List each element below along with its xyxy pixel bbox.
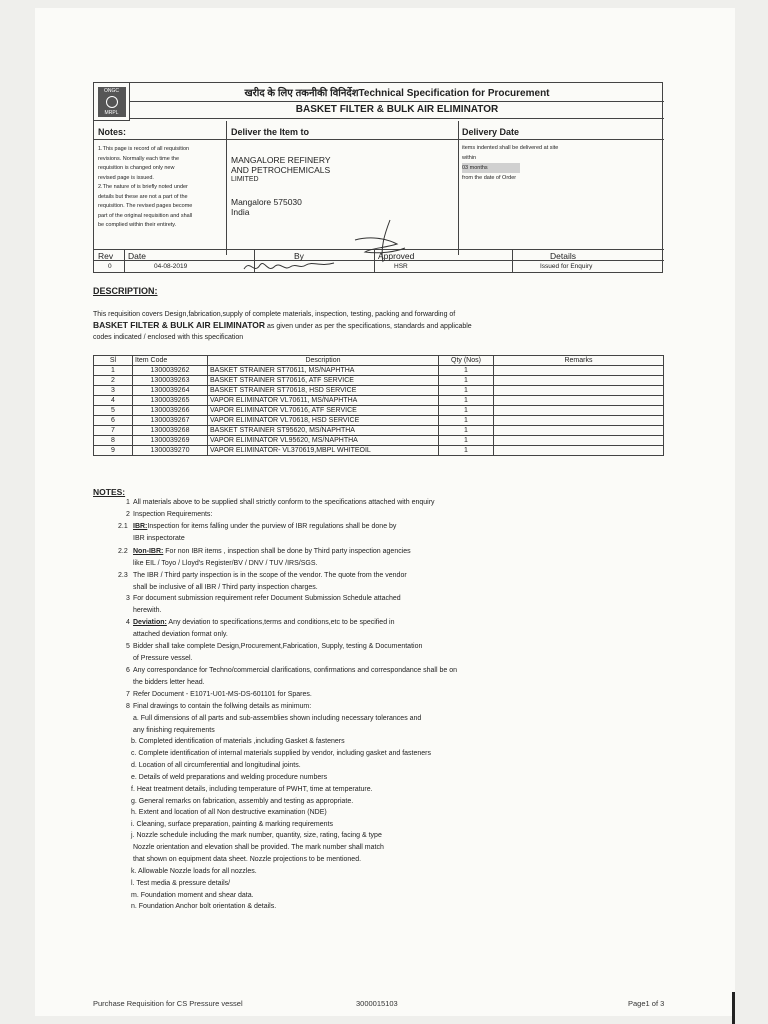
approved-value: HSR: [394, 263, 408, 270]
note-text: Refer Document - E1071-U01-MS-DS-601101 for Spares.: [133, 691, 312, 698]
delivery-line: within: [462, 155, 477, 161]
spec-title: खरीद के लिए तकनीकी विनिर्देशTechnical Specification for Procurement: [244, 88, 550, 99]
cell: 8: [94, 436, 133, 446]
header-note-line: revised page is issued.: [98, 174, 154, 181]
date-value: 04-08-2019: [154, 263, 188, 270]
divider: [458, 121, 459, 255]
cell: 1300039270: [133, 446, 208, 456]
note-text: herewith.: [133, 607, 162, 614]
scan-mark: [732, 992, 735, 1024]
rev-value: 0: [108, 263, 112, 270]
address-country: India: [231, 207, 250, 217]
note-number: 2.1: [118, 523, 128, 530]
cell: 6: [94, 416, 133, 426]
table-row: [94, 446, 664, 456]
drawing-requirement: any finishing requirements: [133, 727, 215, 734]
note-heading: Deviation:: [133, 619, 167, 626]
drawing-requirement: that shown on equipment data sheet. Nozzle projections to be mentioned.: [133, 856, 362, 863]
cell: 2: [94, 376, 133, 386]
logo-text-top: ONGC: [104, 87, 119, 94]
note-text: like EIL / Toyo / Lloyd's Register/BV / DNV / TUV /IRS/SGS.: [133, 560, 318, 567]
cell: 1300039267: [133, 416, 208, 426]
logo-text-bottom: MRPL: [104, 109, 119, 116]
note-number: 7: [126, 691, 130, 698]
drawing-requirement: b. Completed identification of materials ,including Gasket & fasteners: [131, 738, 345, 745]
description-line: as given under as per the specifications, standards and applicable: [265, 323, 472, 330]
cell: 1300039265: [133, 396, 208, 406]
cell: 1300039264: [133, 386, 208, 396]
cell: 1: [439, 446, 494, 456]
cell: 1: [439, 376, 494, 386]
cell: 3: [94, 386, 133, 396]
drawing-requirement: d. Location of all circumferential and longitudinal joints.: [131, 762, 301, 769]
cell: BASKET STRAINER ST70611, MS/NAPHTHA: [208, 366, 439, 376]
note-number: 8: [126, 703, 130, 710]
drawing-requirement: g. General remarks on fabrication, assembly and testing as appropriate.: [131, 798, 354, 805]
drawing-requirement: m. Foundation moment and shear data.: [131, 892, 254, 899]
logo-icon: [98, 87, 126, 117]
note-text: For non IBR items , inspection shall be done by Third party inspection agencies: [163, 548, 411, 555]
drawing-requirement: Nozzle orientation and elevation shall be provided. The mark number shall match: [133, 844, 384, 851]
cell: 1300039269: [133, 436, 208, 446]
deliver-address: [231, 155, 331, 217]
note-text: of Pressure vessel.: [133, 655, 193, 662]
items-table: [93, 355, 664, 456]
note-number: 4: [126, 619, 130, 626]
by-signature: [240, 255, 340, 277]
drawing-requirement: l. Test media & pressure details/: [131, 880, 231, 887]
delivery-date-label: Delivery Date: [462, 127, 520, 137]
cell: VAPOR ELIMINATOR VL70618, HSD SERVICE: [208, 416, 439, 426]
cell: BASKET STRAINER ST70618, HSD SERVICE: [208, 386, 439, 396]
footer-page-number: Page1 of 3: [628, 999, 665, 1008]
note-text: The IBR / Third party inspection is in the scope of the vendor. The quote from the vendor: [133, 572, 407, 579]
company-logo: [94, 83, 130, 121]
cell: 1: [439, 386, 494, 396]
drawing-requirement: f. Heat treatment details, including temperature of PWHT, time at temperature.: [131, 786, 373, 793]
cell: [494, 376, 664, 386]
header-note-line: revisions. Normally each time the: [98, 155, 180, 162]
cell: BASKET STRAINER ST95620, MS/NAPHTHA: [208, 426, 439, 436]
cell: [494, 396, 664, 406]
cell: 5: [94, 406, 133, 416]
note-text: For document submission requirement refer Document Submission Schedule attached: [133, 595, 401, 602]
cell: 1: [439, 416, 494, 426]
note-text: All materials above to be supplied shall strictly conform to the specifications attached with enquiry: [133, 499, 435, 506]
rev-col-header: Rev: [98, 251, 114, 261]
note-heading: Non-IBR:: [133, 548, 164, 555]
drawing-requirement: h. Extent and location of all Non destructive examination (NDE): [131, 809, 327, 816]
details-col-header: Details: [550, 251, 576, 261]
drawing-requirement: j. Nozzle schedule including the mark number, quantity, size, rating, facing & type: [131, 832, 382, 839]
col-header: Remarks: [494, 356, 664, 366]
footer-doc-number: 3000015103: [356, 999, 398, 1008]
deliver-label: Deliver the Item to: [231, 127, 310, 137]
cell: 1300039268: [133, 426, 208, 436]
table-row: [94, 426, 664, 436]
description-line: codes indicated / enclosed with this specification: [93, 334, 244, 341]
notes-title: NOTES:: [93, 487, 126, 497]
note-number: 1: [126, 499, 130, 506]
note-number: 2.3: [118, 572, 128, 579]
address-line: LIMITED: [231, 176, 259, 183]
spec-subject: BASKET FILTER & BULK AIR ELIMINATOR: [130, 101, 664, 119]
header-note-line: 1.This page is record of all requisition: [98, 146, 190, 152]
drawing-requirement: k. Allowable Nozzle loads for all nozzles.: [131, 868, 257, 875]
drawing-requirement: a. Full dimensions of all parts and sub-assemblies shown including necessary tolerances and: [133, 715, 422, 722]
footer-title: Purchase Requisition for CS Pressure vessel: [93, 999, 243, 1008]
header-note-line: requisition. The revised pages become: [98, 203, 193, 209]
cell: [494, 386, 664, 396]
cell: VAPOR ELIMINATOR VL70611, MS/NAPHTHA: [208, 396, 439, 406]
description-subject: BASKET FILTER & BULK AIR ELIMINATOR: [93, 320, 266, 330]
note-text: Any correspondance for Techno/commercial clarifications, confirmations and correspondance shall be on: [133, 667, 457, 674]
note-text: Final drawings to contain the follwing details as minimum:: [133, 703, 312, 710]
description-line: This requisition covers Design,fabrication,supply of complete materials, inspection, testing, packing and forwarding of: [93, 311, 456, 318]
note-text: Any deviation to specifications,terms and conditions,etc to be specified in: [166, 619, 395, 626]
cell: 1: [439, 396, 494, 406]
address-city: Mangalore 575030: [231, 197, 302, 207]
divider: [512, 249, 513, 273]
divider: [94, 139, 664, 140]
col-header: Qty (Nos): [439, 356, 494, 366]
description-title: DESCRIPTION:: [93, 286, 158, 296]
cell: VAPOR ELIMINATOR VL70616, ATF SERVICE: [208, 406, 439, 416]
address-line: AND PETROCHEMICALS: [231, 165, 331, 175]
details-value: Issued for Enquiry: [540, 263, 593, 270]
cell: 9: [94, 446, 133, 456]
note-text: attached deviation format only.: [133, 631, 228, 638]
note-text: Inspection Requirements:: [133, 511, 213, 518]
col-header: Description: [208, 356, 439, 366]
cell: 1: [439, 426, 494, 436]
note-text: Bidder shall take complete Design,Procurement,Fabrication, Supply, testing & Documentation: [133, 643, 423, 650]
table-row: [94, 416, 664, 426]
table-row: [94, 366, 664, 376]
drawing-requirement: c. Complete identification of internal materials supplied by vendor, including gasket and fasteners: [131, 750, 432, 757]
cell: 4: [94, 396, 133, 406]
delivery-line: from the date of Order: [462, 175, 517, 181]
cell: [494, 436, 664, 446]
header-note-line: details but these are not a part of the: [98, 193, 188, 200]
cell: 1300039266: [133, 406, 208, 416]
description-text: [93, 309, 693, 343]
cell: VAPOR ELIMINATOR- VL370619,MBPL WHITEOIL: [208, 446, 439, 456]
drawing-requirement: e. Details of weld preparations and welding procedure numbers: [131, 774, 328, 781]
drawing-requirement: n. Foundation Anchor bolt orientation & details.: [131, 903, 277, 910]
table-row: [94, 396, 664, 406]
table-row: [94, 376, 664, 386]
table-row: [94, 436, 664, 446]
header-note-line: requisition is changed only new: [98, 165, 175, 171]
cell: 1300039262: [133, 366, 208, 376]
header-note-line: 2.The nature of is briefly noted under: [98, 184, 188, 190]
notes-label: Notes:: [98, 127, 127, 137]
note-number: 5: [126, 643, 130, 650]
cell: [494, 426, 664, 436]
note-text: IBR inspectorate: [133, 535, 185, 542]
note-number: 2.2: [118, 548, 128, 555]
note-number: 3: [126, 595, 130, 602]
cell: 1: [94, 366, 133, 376]
cell: 7: [94, 426, 133, 436]
cell: 1: [439, 406, 494, 416]
note-heading: IBR:: [133, 523, 148, 530]
header-note-line: part of the original requisition and shall: [98, 212, 193, 219]
delivery-months: 03 months: [462, 163, 520, 173]
table-row: [94, 386, 664, 396]
header-note-line: be complied within their entirety.: [98, 222, 177, 228]
address-line: MANGALORE REFINERY: [231, 155, 331, 165]
cell: VAPOR ELIMINATOR VL95620, MS/NAPHTHA: [208, 436, 439, 446]
delivery-terms: [462, 143, 558, 183]
cell: 1: [439, 436, 494, 446]
table-row: [94, 406, 664, 416]
drawing-requirement: i. Cleaning, surface preparation, painting & marking requirements: [131, 821, 333, 828]
cell: BASKET STRAINER ST70616, ATF SERVICE: [208, 376, 439, 386]
by-col-header: By: [294, 251, 304, 261]
header-notes: [98, 145, 248, 231]
cell: [494, 416, 664, 426]
note-text: the bidders letter head.: [133, 679, 205, 686]
note-number: 6: [126, 667, 130, 674]
approved-col-header: Approved: [378, 251, 415, 261]
cell: [494, 406, 664, 416]
cell: 1300039263: [133, 376, 208, 386]
logo-ring-icon: [106, 96, 118, 108]
date-col-header: Date: [128, 251, 146, 261]
table-header-row: [94, 356, 664, 366]
note-text: shall be inclusive of all IBR / Third party inspection charges.: [133, 584, 318, 591]
divider: [124, 249, 125, 273]
col-header: Sl: [94, 356, 133, 366]
note-number: 2: [126, 511, 130, 518]
cell: [494, 366, 664, 376]
note-text: Inspection for items falling under the purview of IBR regulations shall be done by: [147, 523, 397, 530]
cell: [494, 446, 664, 456]
col-header: Item Code: [133, 356, 208, 366]
delivery-line: items indented shall be delivered at site: [462, 145, 559, 151]
cell: 1: [439, 366, 494, 376]
